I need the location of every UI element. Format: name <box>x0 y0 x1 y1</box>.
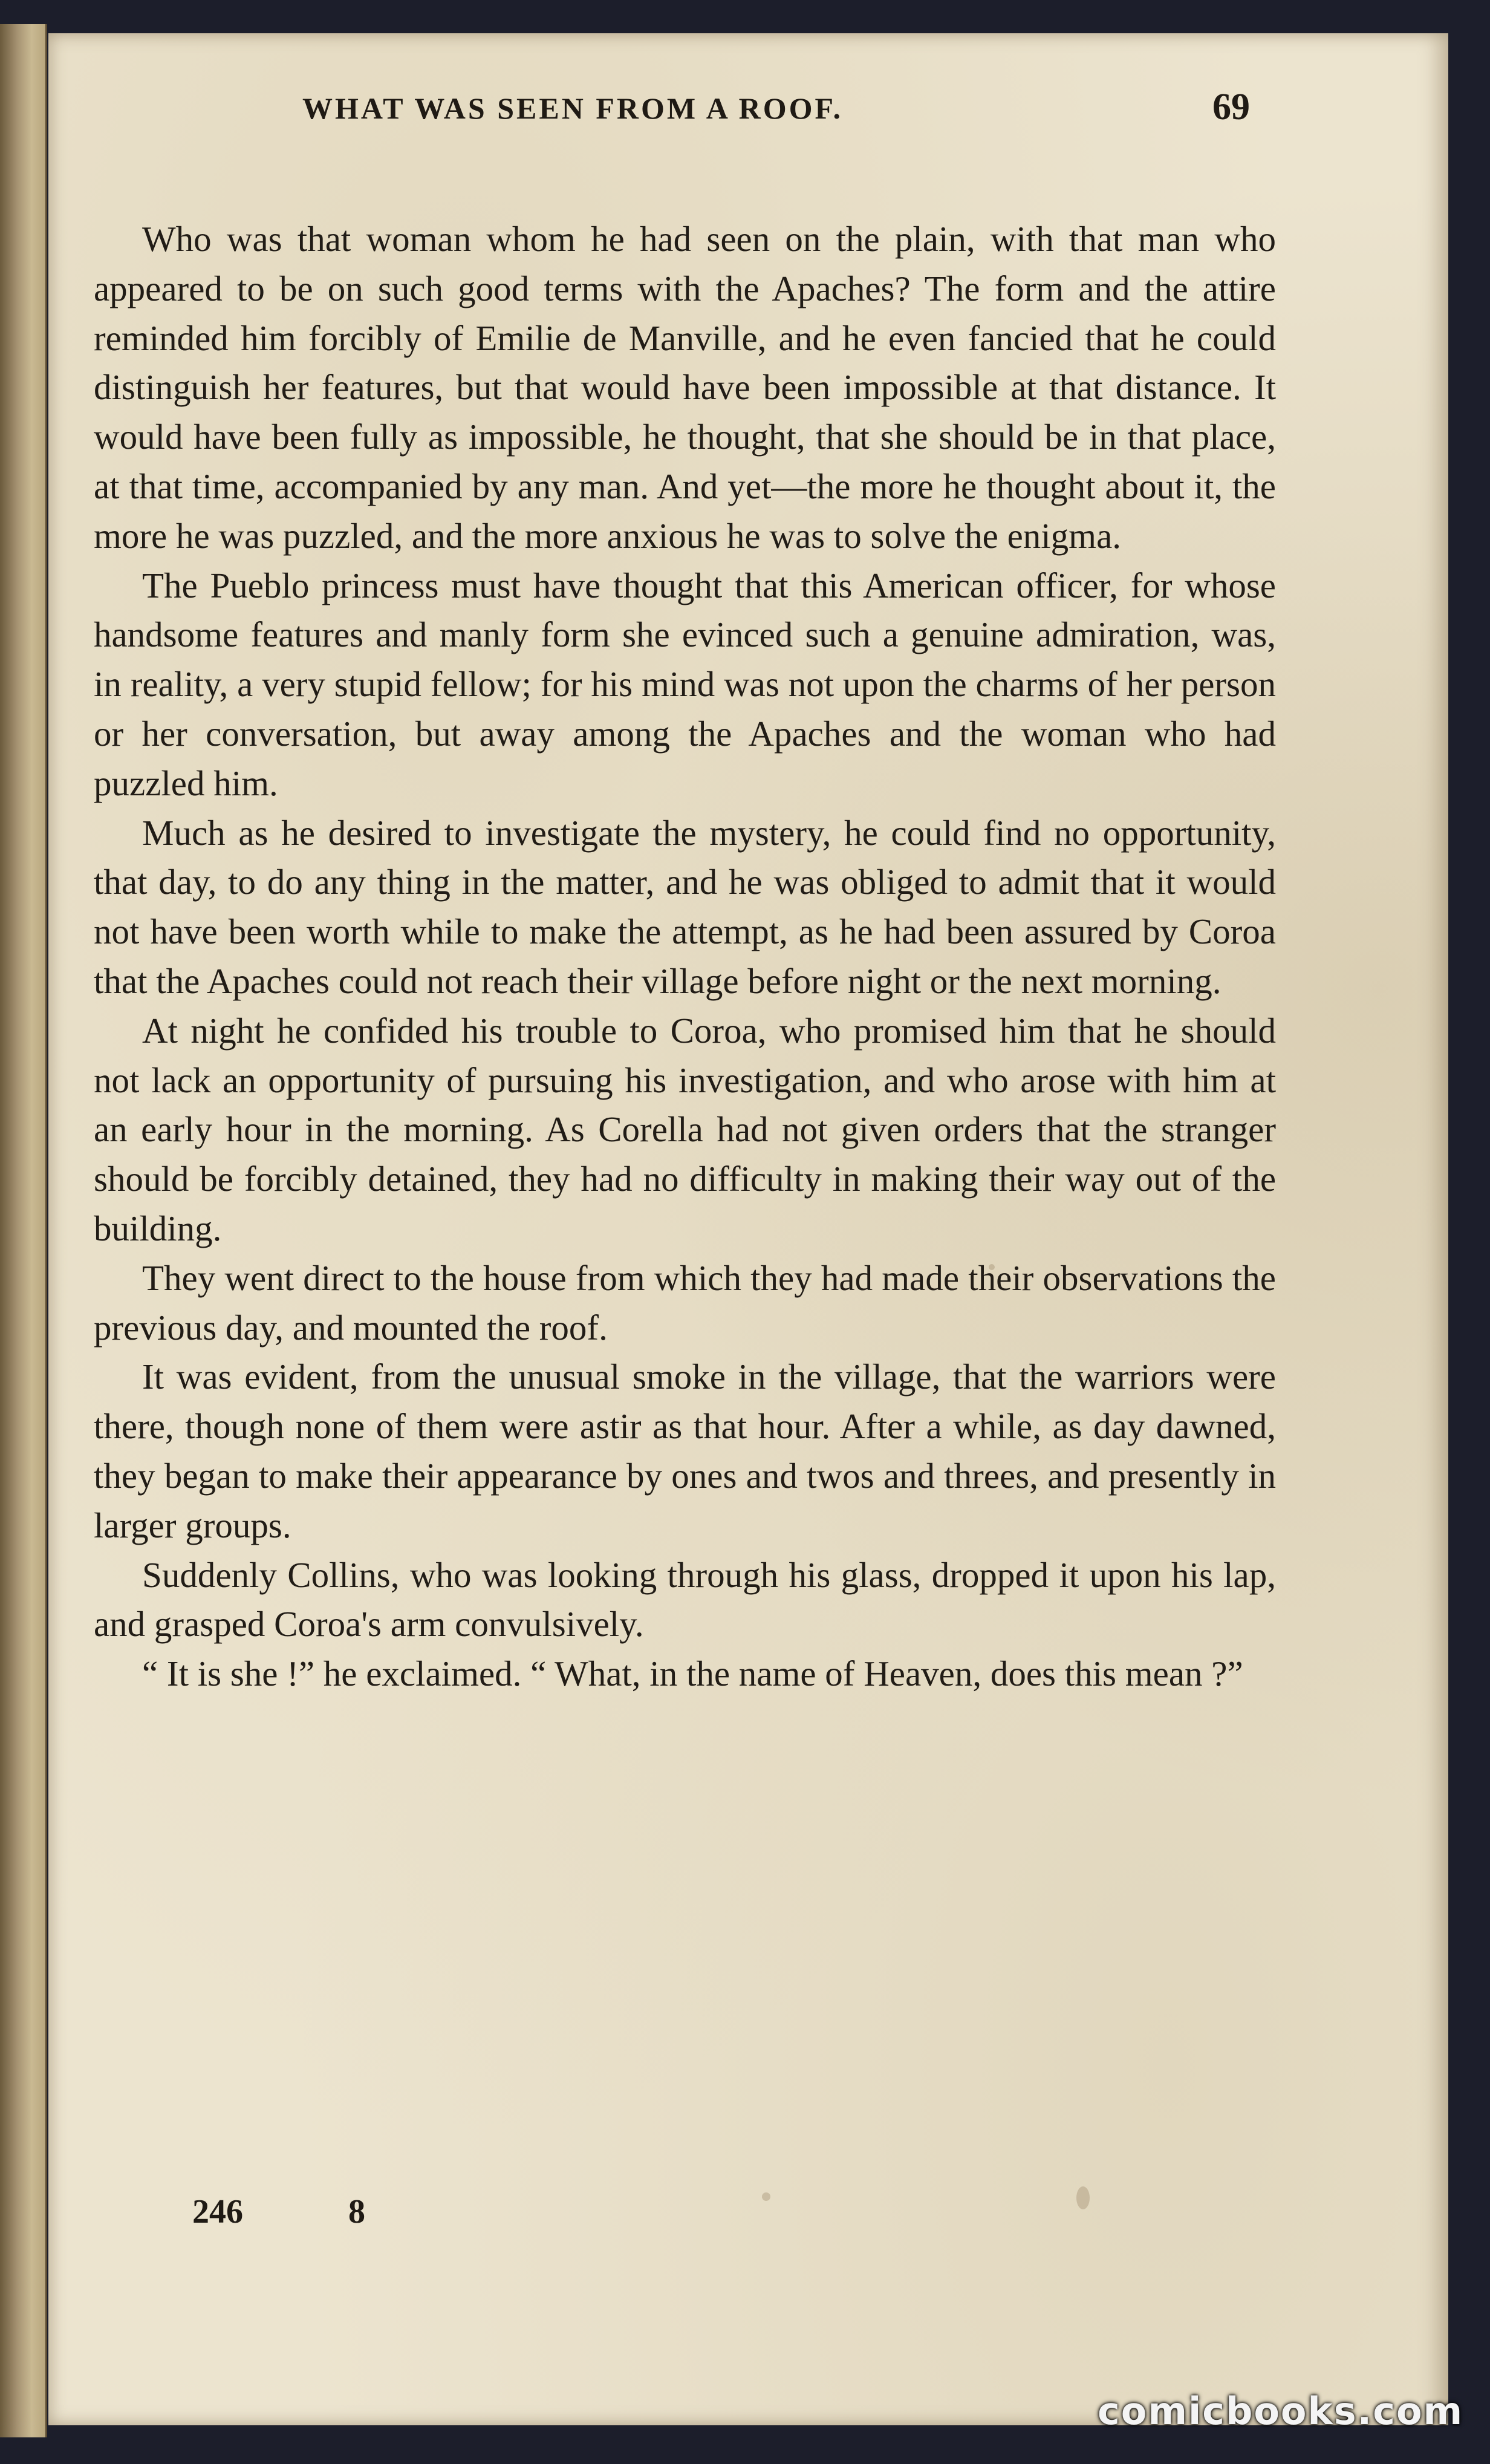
signature-number: 246 <box>192 2193 243 2231</box>
page-body <box>94 215 1276 1699</box>
running-title: WHAT WAS SEEN FROM A ROOF. <box>302 91 843 125</box>
paragraph: Suddenly Collins, who was looking through his glass, dropped it upon his lap, and grasped Coroa's arm convulsively. <box>94 1554 1276 1644</box>
paper-stain <box>1076 2186 1090 2209</box>
paragraph: They went direct to the house from which they had made their observations the previous day, and mounted the roof. <box>94 1257 1276 1348</box>
signature-mark: 8 <box>348 2193 365 2231</box>
paragraph: It was evident, from the unusual smoke in the village, that the warriors were there, though none of them were astir as that hour. After a while, as day dawned, they began to make their appearance by ones and twos and threes, and presently in larger groups. <box>94 1357 1276 1545</box>
paragraph: Who was that woman whom he had seen on the plain, with that man who appeared to be on such good terms with the Apaches? The form and the attire reminded him forcibly of Emilie de Manville, and he even fancied that he could distinguish her features, but that would have been impossible at that distance. It would have been fully as impossible, he thought, that she should be in that place, at that time, accompanied by any man. And yet—the more he thought about it, the more he was puzzled, and the more anxious he was to solve the enigma. <box>94 219 1276 556</box>
paragraph: At night he confided his trouble to Coroa, who promised him that he should not lack an opportunity of pursuing his investigation, and who arose with him at an early hour in the morning. As Corella had not given orders that the stranger should be forcibly detained, they had no difficulty in making their way out of the building. <box>94 1010 1276 1248</box>
watermark-text: comicbooks.com <box>1098 2389 1464 2433</box>
book-spine-edge <box>0 24 47 2437</box>
page-number: 69 <box>1212 86 1250 128</box>
paper-stain <box>762 2192 770 2201</box>
paragraph: Much as he desired to investigate the mystery, he could find no opportunity, that day, to do any thing in the matter, and he was obliged to admit that it would not have been worth while to make the attempt, as he had been assured by Coroa that the Apaches could not reach their village before night or the next morning. <box>94 812 1276 1001</box>
printer-signature <box>192 2192 365 2231</box>
paragraph: The Pueblo princess must have thought that this American officer, for whose handsome features and manly form she evinced such a genuine admiration, was, in reality, a very stupid fellow; for his mind was not upon the charms of her person or her conversation, but away among the Apaches and the woman who had puzzled him. <box>94 565 1276 803</box>
paragraph: “ It is she !” he exclaimed. “ What, in the name of Heaven, does this mean ?” <box>142 1654 1243 1694</box>
